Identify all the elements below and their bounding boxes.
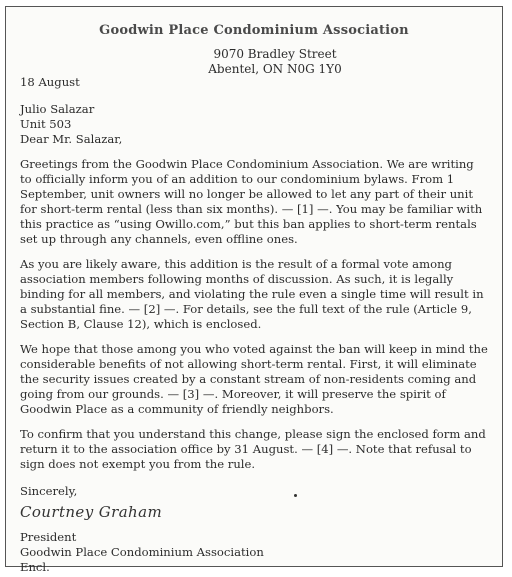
letterhead xyxy=(6,23,502,38)
paragraph-3: We hope that those among you who voted against the ban will keep in mind the considerable benefits of not allowing short-term rental. First, it will eliminate the security issues created by a constant stream of non-residents coming and going from our grounds. — [3] —. Moreover, it will preserve the spirit of Goodwin Place as a community of friendly neighbors. xyxy=(20,342,488,416)
street-address: 9070 Bradley Street xyxy=(213,47,337,61)
signature: Courtney Graham xyxy=(20,503,163,521)
closing: Sincerely, xyxy=(20,484,78,498)
ink-dot xyxy=(294,494,297,497)
paragraph-2: As you are likely aware, this addition is the result of a formal vote among association members following months of discussion. As such, it is legally binding for all members, and violating the rule even a single time will result in a substantial fine. — [2] —. For details, see the full text of the rule (Article 9, Section B, Clause 12), which is enclosed. xyxy=(20,257,484,331)
sender-block xyxy=(20,530,488,575)
enclosure-note: Encl. xyxy=(20,560,50,574)
paragraph-1: Greetings from the Goodwin Place Condominium Association. We are writing to officially inform you of an addition to our condominium bylaws. From 1 September, unit owners will no longer be allowed to let any part of their unit for short-term rental (less than six months). — [1] —. You may be familiar with this practice as “using Owillo.com,” but this ban applies to short-term rentals set up through any channels, even offline ones. xyxy=(20,157,483,246)
city-address: Abentel, ON N0G 1Y0 xyxy=(208,62,342,76)
recipient-block xyxy=(20,102,488,132)
recipient-name: Julio Salazar xyxy=(20,102,95,116)
letter-page xyxy=(5,6,503,574)
sender-organization: Goodwin Place Condominium Association xyxy=(20,545,264,559)
recipient-unit: Unit 503 xyxy=(20,117,72,131)
sender-address xyxy=(200,47,350,77)
organization-title: Goodwin Place Condominium Association xyxy=(99,23,409,38)
paragraph-4: To confirm that you understand this change, please sign the enclosed form and return it to the association office by 31 August. — [4] —. Note that refusal to sign does not exempt you from the rule. xyxy=(20,427,486,471)
letter-date: 18 August xyxy=(20,75,80,89)
sender-role: President xyxy=(20,530,77,544)
letter-body xyxy=(20,75,488,575)
salutation: Dear Mr. Salazar, xyxy=(20,132,123,146)
